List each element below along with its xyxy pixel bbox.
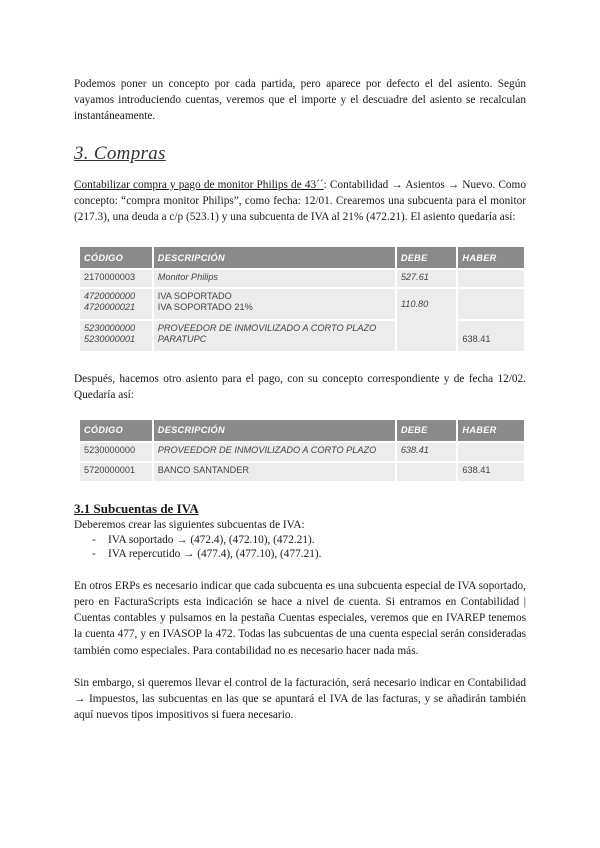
table-header-row [80,247,525,269]
header-codigo: CÓDIGO [80,247,153,269]
table-header-row [80,420,525,442]
table-row [80,269,525,288]
codigo-line-1: 4720000000 [84,291,136,302]
descripcion-line-1: IVA SOPORTADO [157,291,232,302]
compras-lead: Contabilizar compra y pago de monitor Philips de 43´´ [74,178,324,191]
cell-codigo [80,288,153,320]
subcuentas-list [74,533,526,562]
cell-codigo: 2170000003 [80,269,153,288]
codigo-line-1: 5230000000 [84,323,136,334]
descripcion-line-1: PROVEEDOR DE INMOVILIZADO A CORTO PLAZO [157,323,377,334]
table-row [80,288,525,320]
erps-paragraph: En otros ERPs es necesario indicar que cada subcuenta es una subcuenta especial de IVA soportado, pero en FacturaScripts esta indicación se hace a nivel de cuenta. Si entramos en Contabilidad | Cuentas contables y pulsamos en la pestaña Cuentas especiales, veremos que en IVAREP tenemos la cuenta 477, y en IVASOP la 472. Todas las subcuentas de una cuenta especial serán consideradas también como especiales. Para contabilidad no es necesario hacer nada más. [74,579,526,657]
cell-haber: 638.41 [457,462,525,481]
cell-codigo: 5720000001 [80,462,153,481]
cell-debe: 527.61 [396,269,458,288]
header-codigo: CÓDIGO [80,420,153,442]
cell-codigo [80,320,153,351]
codigo-line-2: 4720000021 [84,302,136,313]
cell-descripcion [153,320,396,351]
cell-haber [457,269,525,288]
descripcion-line-2: IVA SOPORTADO 21% [157,302,253,313]
subsection-title: 3.1 Subcuentas de IVA [74,500,199,516]
header-debe: DEBE [396,420,458,442]
cell-haber [457,288,525,320]
cell-codigo: 5230000000 [80,442,153,462]
section-title: 3. Compras [74,142,166,164]
cell-haber [457,442,525,462]
table-row [80,320,525,351]
header-descripcion: DESCRIPCIÓN [153,420,396,442]
cell-descripcion: Monitor Philips [153,269,396,288]
document-page [74,76,526,723]
intro-paragraph: Podemos poner un concepto por cada partida, pero aparece por defecto el del asiento. Según vayamos introduciendo cuentas, veremos que el importe y el descuadre del asiento se recalculan instantáneamente. [74,78,526,123]
cell-debe-merged: 110.80 [396,288,458,351]
header-haber: HABER [457,420,525,442]
descripcion-line-2: PARATUPC [157,334,207,345]
list-item: - IVA soportado → (472.4), (472.10), (472.21). [108,533,526,548]
pago-paragraph: Después, hacemos otro asiento para el pago, con su concepto correspondiente y de fecha 12/02. Quedaría así: [74,373,526,402]
cell-descripcion: PROVEEDOR DE INMOVILIZADO A CORTO PLAZO [153,442,396,462]
header-debe: DEBE [396,247,458,269]
cell-debe [396,462,458,481]
facturacion-paragraph: Sin embargo, si queremos llevar el control de la facturación, será necesario indicar en Contabilidad → Impuestos, las subcuentas en las que se apuntará el IVA de las facturas, y se añadirán también aquí nuevos tipos impositivos si fuera necesario. [74,676,526,722]
cell-descripcion: BANCO SANTANDER [153,462,396,481]
cell-debe: 638.41 [396,442,458,462]
cell-descripcion [153,288,396,320]
header-haber: HABER [457,247,525,269]
codigo-line-2: 5230000001 [84,334,136,345]
subcuentas-intro: Deberemos crear las siguientes subcuentas de IVA: [74,518,305,531]
cell-haber: 638.41 [457,320,525,351]
compras-paragraph [74,177,526,226]
header-descripcion: DESCRIPCIÓN [153,247,396,269]
table-row [80,442,525,462]
list-item: - IVA repercutido → (477.4), (477.10), (477.21). [108,547,526,562]
table-row [80,462,525,481]
compras-rest: : Contabilidad → Asientos → Nuevo. Como concepto: “compra monitor Philips”, como fecha: 12/01. Crearemos una subcuenta para el monitor (217.3), una deuda a c/p (523.1) y una subcuenta de IVA al 21% (472.21). El asiento quedaría así: [74,178,526,224]
asiento-pago-table [80,420,526,481]
asiento-compra-table [80,247,526,351]
